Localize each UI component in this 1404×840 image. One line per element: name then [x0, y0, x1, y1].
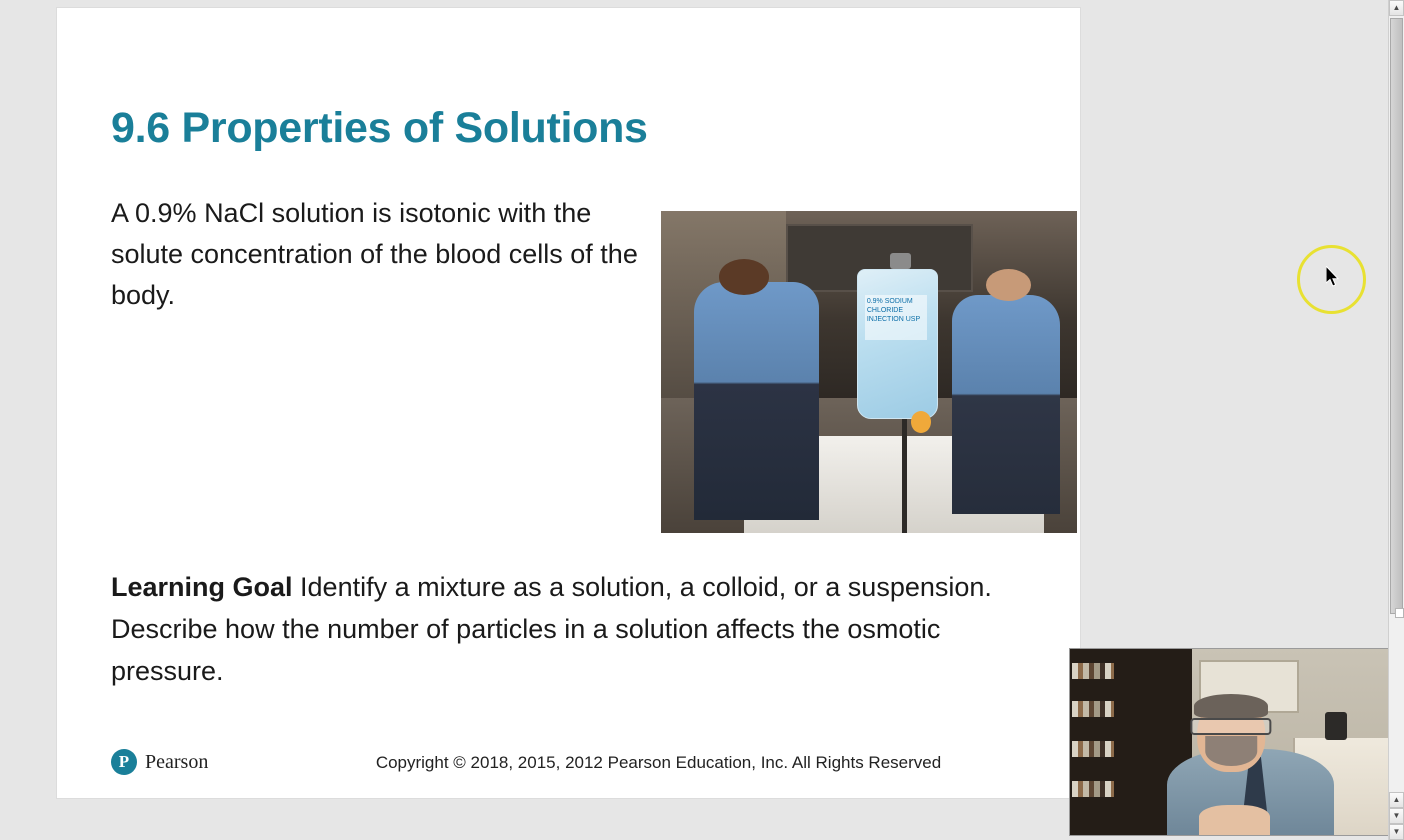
- books-row: [1072, 663, 1114, 679]
- books-row: [1072, 781, 1114, 797]
- iv-bag-label: 0.9% SODIUM CHLORIDE INJECTION USP: [865, 295, 927, 340]
- paramedic-left-head: [719, 259, 769, 294]
- presenter-beard: [1205, 736, 1257, 766]
- slide-image-paramedics: [661, 211, 1077, 533]
- scroll-up-arrow-icon[interactable]: ▲: [1389, 0, 1404, 16]
- presenter-hair: [1194, 694, 1268, 718]
- iv-bag-cap: [890, 253, 911, 269]
- scroll-split-up-icon[interactable]: ▲: [1389, 792, 1404, 808]
- vertical-scrollbar[interactable]: [1388, 0, 1404, 840]
- coffee-maker: [1325, 712, 1347, 740]
- presenter-video-overlay[interactable]: [1069, 648, 1393, 836]
- scroll-notch: [1395, 608, 1404, 618]
- books-row: [1072, 701, 1114, 717]
- books-row: [1072, 741, 1114, 757]
- learning-goal: [111, 566, 1011, 692]
- paramedic-right-head: [986, 269, 1032, 301]
- paramedic-right: [952, 295, 1060, 514]
- presenter-glasses: [1190, 718, 1271, 735]
- learning-goal-label: Learning Goal: [111, 572, 293, 602]
- slide-title: 9.6 Properties of Solutions: [111, 104, 648, 152]
- scroll-thumb[interactable]: [1390, 18, 1403, 614]
- learning-goal-text: Identify a mixture as a solution, a colloid, or a suspension. Describe how the number of particles in a solution affects the osmotic pressure.: [111, 572, 992, 686]
- slide-body-text: A 0.9% NaCl solution is isotonic with the solute concentration of the blood cells of the body.: [111, 198, 638, 310]
- paramedic-left: [694, 282, 819, 520]
- scroll-split-down-icon[interactable]: ▼: [1389, 808, 1404, 824]
- pearson-wordmark: Pearson: [145, 750, 209, 773]
- copyright-text: Copyright © 2018, 2015, 2012 Pearson Education, Inc. All Rights Reserved: [375, 753, 942, 772]
- presentation-slide: [57, 8, 1080, 798]
- scroll-down-arrow-icon[interactable]: ▼: [1389, 824, 1404, 840]
- mouse-cursor-icon: [1326, 266, 1340, 288]
- iv-bag: [857, 269, 938, 419]
- pearson-mark-icon: P: [111, 749, 137, 775]
- presenter-hands: [1199, 805, 1270, 835]
